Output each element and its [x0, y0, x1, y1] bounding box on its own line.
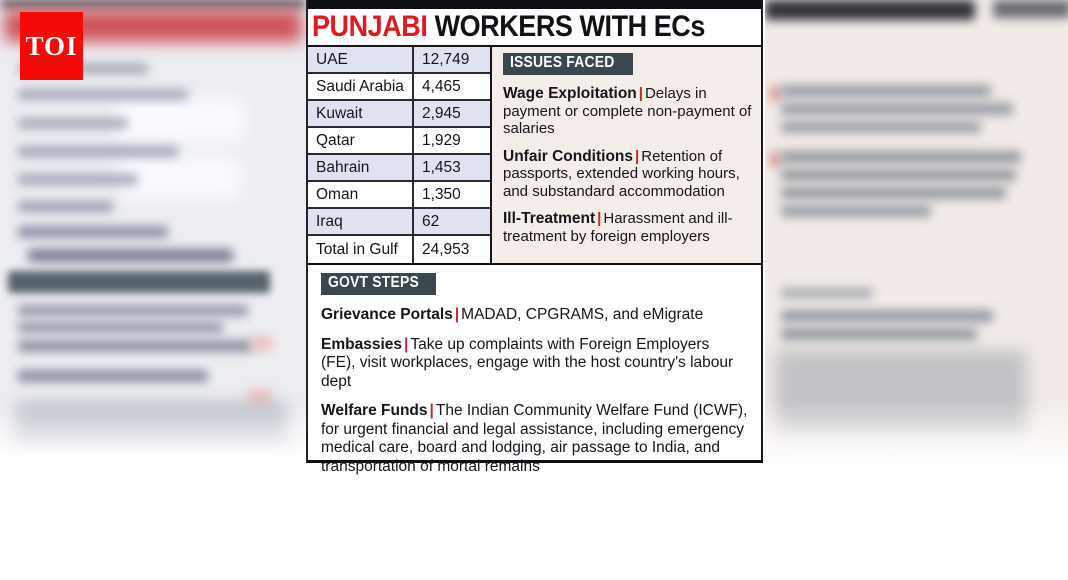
table-row	[308, 74, 490, 101]
blurred-text-line	[781, 151, 1021, 163]
stats-table	[308, 47, 490, 263]
value-cell: 1,453	[422, 158, 461, 176]
blurred-text-line	[781, 328, 977, 340]
table-row-total	[308, 236, 490, 263]
pipe-separator: |	[597, 210, 602, 227]
panel-title	[308, 9, 761, 45]
blurred-text-line	[28, 249, 233, 262]
blurred-text-line	[781, 205, 931, 217]
panel-title-rest: WORKERS WITH ECs	[434, 10, 705, 43]
pipe-separator: |	[638, 85, 643, 102]
govt-item-text: Take up complaints with Foreign Employers (FE), visit workplaces, engage with the host country's labour dept	[321, 335, 734, 390]
blurred-text-line	[781, 121, 981, 133]
panel-top-bar	[308, 0, 761, 9]
value-cell: 1,350	[422, 185, 461, 203]
issues-heading: ISSUES FACED	[503, 53, 633, 75]
background-fade	[0, 404, 306, 464]
blurred-text-line	[781, 310, 993, 322]
toi-logo	[20, 12, 83, 80]
govt-item-text: The Indian Community Welfare Fund (ICWF), for urgent financial and legal assistance, including emergency medical care, board and lodging, air passage to India, and transportation of mortal remains	[321, 402, 748, 475]
toi-logo-text: TOI	[25, 30, 78, 61]
issue-text: Delays in payment or complete non-payment of salaries	[503, 85, 752, 137]
blurred-text-line	[18, 201, 113, 212]
infographic-panel	[306, 0, 763, 475]
blurred-text-line	[781, 103, 1013, 115]
table-row	[308, 47, 490, 74]
blurred-text-line	[18, 89, 188, 100]
table-row	[308, 101, 490, 128]
blurred-text-line	[18, 174, 138, 185]
panel-title-highlight: PUNJABI	[312, 10, 428, 43]
pipe-separator: |	[429, 402, 434, 419]
country-cell: Kuwait	[308, 101, 414, 126]
blurred-text-line	[18, 146, 178, 157]
table-row	[308, 155, 490, 182]
value-cell: 4,465	[422, 77, 461, 95]
value-cell: 24,953	[422, 240, 470, 258]
govt-item-text: MADAD, CPGRAMS, and eMigrate	[461, 306, 704, 323]
country-cell: Iraq	[308, 209, 414, 234]
issue-title: Ill-Treatment	[503, 210, 596, 227]
blurred-text-line	[781, 169, 1016, 181]
govt-item	[321, 306, 748, 325]
issue-item	[503, 210, 752, 245]
background-fade	[765, 400, 1068, 470]
blurred-dark-headline	[765, 0, 975, 20]
issue-title: Unfair Conditions	[503, 147, 634, 165]
value-cell: 12,749	[422, 50, 470, 68]
blurred-white-box	[115, 100, 243, 142]
govt-item-title: Grievance Portals	[321, 306, 453, 323]
govt-item-title: Welfare Funds	[321, 402, 428, 419]
govt-heading: GOVT STEPS	[321, 273, 436, 295]
govt-item-title: Embassies	[321, 335, 402, 353]
value-cell: 1,929	[422, 131, 461, 149]
blurred-text-line	[18, 118, 128, 129]
country-cell: Qatar	[308, 128, 414, 153]
blurred-text-line	[781, 85, 991, 97]
panel-upper-content	[308, 45, 761, 265]
blurred-newspaper-right	[765, 0, 1068, 470]
blurred-text-line	[18, 340, 253, 352]
blurred-red-mark	[252, 336, 272, 351]
country-cell: Oman	[308, 182, 414, 207]
value-cell: 2,945	[422, 104, 461, 122]
blurred-text-line	[781, 288, 873, 298]
blurred-text-line	[18, 322, 223, 333]
govt-item	[321, 402, 748, 476]
pipe-separator: |	[404, 335, 409, 353]
pipe-separator: |	[454, 306, 460, 323]
value-cell: 62	[422, 212, 440, 230]
country-cell: Bahrain	[308, 155, 414, 180]
issue-text: Harassment and ill-treatment by foreign employers	[503, 210, 733, 245]
country-cell: Total in Gulf	[308, 236, 414, 263]
govt-section	[308, 265, 761, 476]
table-row	[308, 209, 490, 236]
issue-item	[503, 85, 752, 138]
blurred-dark-headline	[993, 0, 1068, 18]
issues-section	[492, 47, 761, 263]
issue-title: Wage Exploitation	[503, 85, 637, 102]
country-cell: Saudi Arabia	[308, 74, 414, 99]
blurred-text-line	[18, 370, 208, 382]
table-row	[308, 128, 490, 155]
country-cell: UAE	[308, 47, 414, 72]
blurred-text-line	[781, 187, 1006, 199]
issue-text: Retention of passports, extended working hours, and substandard accommodation	[503, 147, 740, 200]
pipe-separator: |	[635, 147, 640, 165]
blurred-top-strip	[0, 0, 306, 7]
blurred-text-line	[18, 305, 248, 316]
govt-item	[321, 336, 748, 392]
blurred-text-line	[18, 226, 168, 238]
issue-item	[503, 148, 752, 201]
blurred-dark-headline	[8, 271, 270, 293]
table-row	[308, 182, 490, 209]
